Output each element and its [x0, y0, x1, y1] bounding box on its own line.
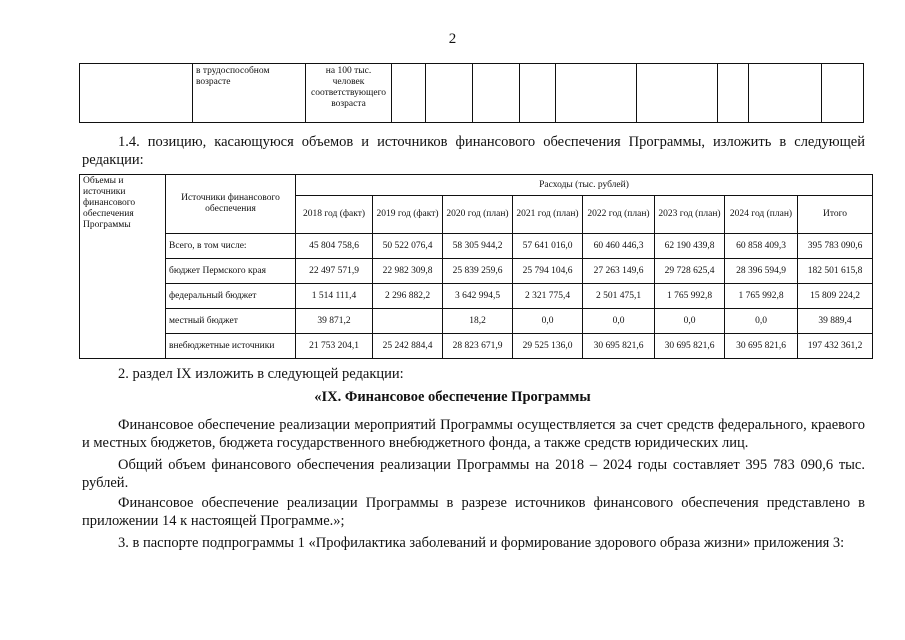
value-cell: 39 889,4	[798, 309, 873, 334]
year-header-cell: 2021 год (план)	[513, 196, 583, 234]
value-cell: 30 695 821,6	[583, 334, 655, 359]
table-cell: в трудоспособном возрасте	[193, 64, 306, 123]
table-row	[80, 234, 873, 259]
source-cell: внебюджетные источники	[166, 334, 296, 359]
paragraph-text: Финансовое обеспечение реализации Программы в разрезе источников финансового обеспечения представлено в приложении 14 к настоящей Программе.»;	[82, 495, 865, 529]
table-row	[80, 309, 873, 334]
table-cell	[392, 64, 426, 123]
value-cell: 0,0	[513, 309, 583, 334]
year-header-cell: 2018 год (факт)	[296, 196, 373, 234]
table-cell	[718, 64, 749, 123]
value-cell: 27 263 149,6	[583, 259, 655, 284]
paragraph-text: Финансовое обеспечение реализации мероприятий Программы осуществляется за счет средств федерального, краевого и местных бюджетов, бюджета государственного внебюджетного фонда, а также средств юридических лиц.	[82, 417, 865, 451]
year-header-cell: 2024 год (план)	[725, 196, 798, 234]
value-cell: 182 501 615,8	[798, 259, 873, 284]
indicator-table-fragment	[79, 63, 864, 123]
value-cell: 1 514 111,4	[296, 284, 373, 309]
value-cell: 0,0	[725, 309, 798, 334]
table-cell	[80, 64, 193, 123]
table-cell	[556, 64, 637, 123]
year-header-cell: 2023 год (план)	[655, 196, 725, 234]
section-heading: «IX. Финансовое обеспечение Программы	[314, 389, 591, 405]
source-cell: Всего, в том числе:	[166, 234, 296, 259]
body-paragraph-2	[82, 456, 865, 492]
value-cell: 45 804 758,6	[296, 234, 373, 259]
paragraph-text: Общий объем финансового обеспечения реализации Программы на 2018 – 2024 годы составляет 395 783 090,6 тыс. рублей.	[82, 457, 865, 491]
value-cell: 25 794 104,6	[513, 259, 583, 284]
value-cell	[373, 309, 443, 334]
value-cell: 29 728 625,4	[655, 259, 725, 284]
year-header-cell: 2022 год (план)	[583, 196, 655, 234]
table-row	[80, 334, 873, 359]
value-cell: 39 871,2	[296, 309, 373, 334]
value-cell: 18,2	[443, 309, 513, 334]
value-cell: 0,0	[655, 309, 725, 334]
value-cell: 2 501 475,1	[583, 284, 655, 309]
table-cell	[822, 64, 864, 123]
sources-header-cell: Источники финансового обеспечения	[166, 175, 296, 234]
year-header-cell: Итого	[798, 196, 873, 234]
body-paragraph-1	[82, 416, 865, 452]
value-cell: 29 525 136,0	[513, 334, 583, 359]
table-cell	[426, 64, 473, 123]
value-cell: 0,0	[583, 309, 655, 334]
value-cell: 28 396 594,9	[725, 259, 798, 284]
value-cell: 2 296 882,2	[373, 284, 443, 309]
value-cell: 58 305 944,2	[443, 234, 513, 259]
table-cell: на 100 тыс. человек соответствующего возраста	[306, 64, 392, 123]
expenses-header-cell: Расходы (тыс. рублей)	[296, 175, 873, 196]
value-cell: 50 522 076,4	[373, 234, 443, 259]
value-cell: 22 497 571,9	[296, 259, 373, 284]
source-cell: местный бюджет	[166, 309, 296, 334]
value-cell: 15 809 224,2	[798, 284, 873, 309]
table-header-row	[80, 175, 873, 196]
value-cell: 62 190 439,8	[655, 234, 725, 259]
source-cell: бюджет Пермского края	[166, 259, 296, 284]
paragraph-text: 2. раздел IX изложить в следующей редакции:	[118, 366, 404, 382]
value-cell: 30 695 821,6	[725, 334, 798, 359]
value-cell: 1 765 992,8	[655, 284, 725, 309]
value-cell: 22 982 309,8	[373, 259, 443, 284]
value-cell: 28 823 671,9	[443, 334, 513, 359]
table-cell	[749, 64, 822, 123]
table-cell	[520, 64, 556, 123]
paragraph-text: 1.4. позицию, касающуюся объемов и источников финансового обеспечения Программы, изложить в следующей редакции:	[82, 134, 865, 168]
value-cell: 60 460 446,3	[583, 234, 655, 259]
paragraph-1-4	[82, 133, 865, 169]
value-cell: 395 783 090,6	[798, 234, 873, 259]
table-cell	[473, 64, 520, 123]
value-cell: 3 642 994,5	[443, 284, 513, 309]
value-cell: 197 432 361,2	[798, 334, 873, 359]
value-cell: 2 321 775,4	[513, 284, 583, 309]
value-cell: 1 765 992,8	[725, 284, 798, 309]
table-row	[80, 259, 873, 284]
value-cell: 25 839 259,6	[443, 259, 513, 284]
body-paragraph-3	[82, 494, 865, 530]
body-paragraph-4	[82, 534, 865, 552]
table-row	[80, 284, 873, 309]
value-cell: 25 242 884,4	[373, 334, 443, 359]
paragraph-text: 3. в паспорте подпрограммы 1 «Профилактика заболеваний и формирование здорового образа жизни» приложения 3:	[118, 535, 845, 551]
paragraph-2	[82, 365, 865, 383]
value-cell: 30 695 821,6	[655, 334, 725, 359]
table-row	[80, 64, 864, 123]
financing-table	[79, 174, 873, 359]
value-cell: 57 641 016,0	[513, 234, 583, 259]
page-number: 2	[448, 31, 457, 47]
value-cell: 21 753 204,1	[296, 334, 373, 359]
year-header-cell: 2019 год (факт)	[373, 196, 443, 234]
value-cell: 60 858 409,3	[725, 234, 798, 259]
source-cell: федеральный бюджет	[166, 284, 296, 309]
table-cell	[637, 64, 718, 123]
year-header-cell: 2020 год (план)	[443, 196, 513, 234]
row-header-cell: Объемы и источники финансового обеспечения Программы	[80, 175, 166, 359]
